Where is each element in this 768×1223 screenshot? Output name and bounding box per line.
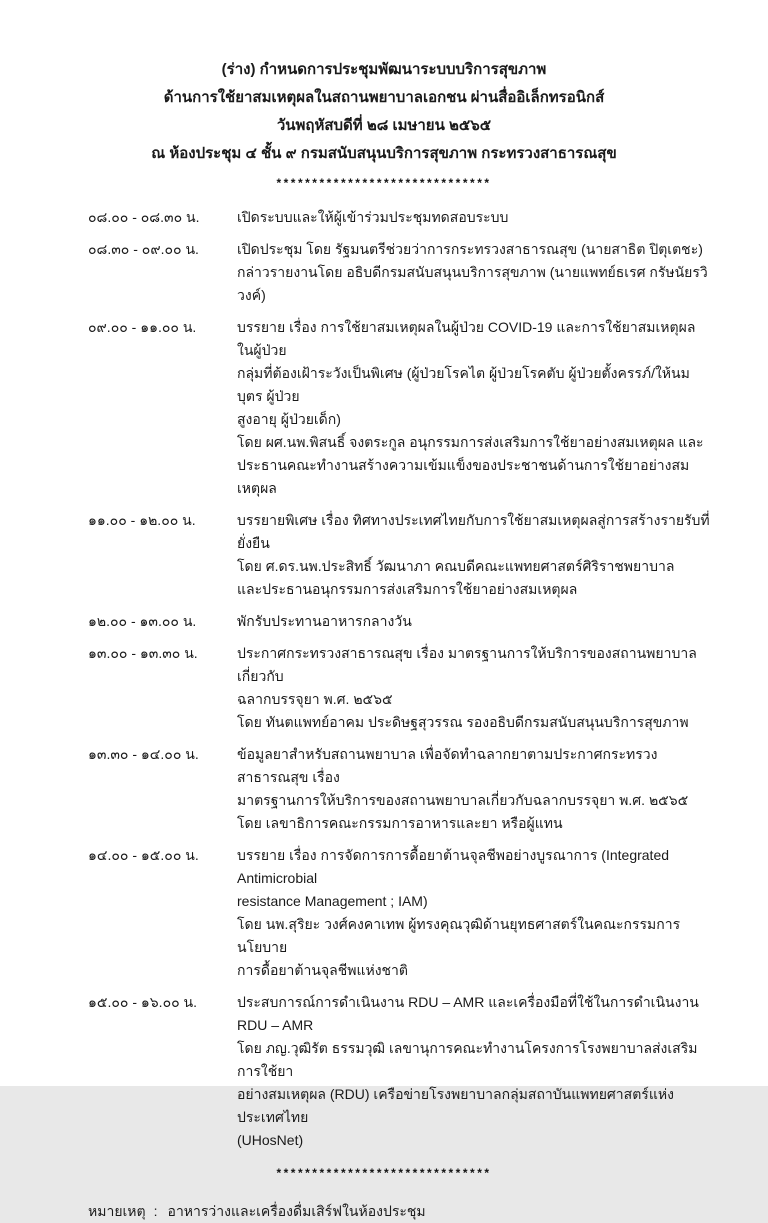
note-text: อาหารว่างและเครื่องดื่มเสิร์ฟในห้องประชุม	[167, 1203, 426, 1219]
agenda-description	[237, 743, 710, 835]
note-label: หมายเหตุ	[88, 1203, 146, 1219]
agenda-line: เปิดประชุม โดย รัฐมนตรีช่วยว่าการกระทรวงสาธารณสุข (นายสาธิต ปิตุเตชะ)	[237, 241, 703, 257]
agenda-line: บรรยาย เรื่อง การใช้ยาสมเหตุผลในผู้ป่วย COVID-19 และการใช้ยาสมเหตุผลในผู้ป่วย	[237, 319, 696, 358]
title-line-3: วันพฤหัสบดีที่ ๒๘ เมษายน ๒๕๖๕	[276, 117, 492, 134]
agenda-row	[88, 743, 710, 835]
agenda-description	[237, 206, 710, 229]
document-header	[0, 56, 768, 168]
agenda-description	[237, 509, 710, 601]
agenda-line: มาตรฐานการให้บริการของสถานพยาบาลเกี่ยวกับฉลากบรรจุยา พ.ศ. ๒๕๖๕	[237, 792, 689, 808]
agenda-line: โดย นพ.สุริยะ วงศ์คงคาเทพ ผู้ทรงคุณวุฒิด้านยุทธศาสตร์ในคณะกรรมการนโยบาย	[237, 916, 681, 955]
agenda-line: กล่าวรายงานโดย อธิบดีกรมสนับสนุนบริการสุขภาพ (นายแพทย์ธเรศ กรัษนัยรวิวงค์)	[237, 264, 708, 303]
agenda-time: ๐๘.๓๐ - ๐๙.๐๐ น.	[88, 241, 199, 257]
agenda-description	[237, 316, 710, 500]
agenda-line: โดย ทันตแพทย์อาคม ประดิษฐสุวรรณ รองอธิบดีกรมสนับสนุนบริการสุขภาพ	[237, 714, 689, 730]
agenda-line: ประธานคณะทำงานสร้างความเข้มแข็งของประชาชนด้านการใช้ยาอย่างสมเหตุผล	[237, 457, 690, 496]
agenda-line: ประสบการณ์การดำเนินงาน RDU – AMR และเครื่องมือที่ใช้ในการดำเนินงาน RDU – AMR	[237, 994, 699, 1033]
agenda-row	[88, 610, 710, 633]
agenda-row	[88, 206, 710, 229]
agenda-time: ๐๘.๐๐ - ๐๘.๓๐ น.	[88, 209, 200, 225]
title-line-1: (ร่าง) กำหนดการประชุมพัฒนาระบบบริการสุขภาพ	[221, 61, 547, 78]
agenda-description	[237, 238, 710, 307]
agenda-line: พักรับประทานอาหารกลางวัน	[237, 613, 412, 629]
agenda-list	[88, 206, 710, 1152]
agenda-row	[88, 991, 710, 1152]
agenda-line: ประกาศกระทรวงสาธารณสุข เรื่อง มาตรฐานการให้บริการของสถานพยาบาลเกี่ยวกับ	[237, 645, 697, 684]
separator-top: ******************************	[276, 176, 492, 190]
agenda-line: โดย ภญ.วุฒิรัต ธรรมวุฒิ เลขานุการคณะทำงานโครงการโรงพยาบาลส่งเสริมการใช้ยา	[237, 1040, 698, 1079]
separator-bottom: ******************************	[276, 1166, 492, 1180]
title-line-2: ด้านการใช้ยาสมเหตุผลในสถานพยาบาลเอกชน ผ่านสื่ออิเล็กทรอนิกส์	[163, 89, 605, 106]
agenda-row	[88, 509, 710, 601]
agenda-line: (UHosNet)	[237, 1132, 304, 1148]
agenda-time: ๐๙.๐๐ - ๑๑.๐๐ น.	[88, 319, 197, 335]
agenda-row	[88, 238, 710, 307]
agenda-line: ฉลากบรรจุยา พ.ศ. ๒๕๖๕	[237, 691, 393, 707]
agenda-description	[237, 991, 710, 1152]
agenda-line: อย่างสมเหตุผล (RDU) เครือข่ายโรงพยาบาลกลุ่มสถาบันแพทยศาสตร์แห่งประเทศไทย	[237, 1086, 674, 1125]
title-line-4: ณ ห้องประชุม ๔ ชั้น ๙ กรมสนับสนุนบริการสุขภาพ กระทรวงสาธารณสุข	[151, 145, 617, 162]
agenda-time: ๑๓.๓๐ - ๑๔.๐๐ น.	[88, 746, 199, 762]
agenda-time: ๑๓.๐๐ - ๑๓.๓๐ น.	[88, 645, 198, 661]
agenda-line: เปิดระบบและให้ผู้เข้าร่วมประชุมทดสอบระบบ	[237, 209, 509, 225]
agenda-line: บรรยาย เรื่อง การจัดการการดื้อยาต้านจุลชีพอย่างบูรณาการ (Integrated Antimicrobial	[237, 847, 670, 886]
agenda-time: ๑๕.๐๐ - ๑๖.๐๐ น.	[88, 994, 198, 1010]
agenda-row	[88, 316, 710, 500]
agenda-line: สูงอายุ ผู้ป่วยเด็ก)	[237, 411, 341, 427]
agenda-line: กลุ่มที่ต้องเฝ้าระวังเป็นพิเศษ (ผู้ป่วยโรคไต ผู้ป่วยโรคตับ ผู้ป่วยตั้งครรภ์/ให้นมบุตร ผู้ป่วย	[237, 365, 690, 404]
agenda-description	[237, 844, 710, 982]
agenda-description	[237, 642, 710, 734]
agenda-time: ๑๑.๐๐ - ๑๒.๐๐ น.	[88, 512, 196, 528]
agenda-line: การดื้อยาต้านจุลชีพแห่งชาติ	[237, 962, 409, 978]
agenda-line: โดย เลขาธิการคณะกรรมการอาหารและยา หรือผู้แทน	[237, 815, 563, 831]
agenda-time: ๑๒.๐๐ - ๑๓.๐๐ น.	[88, 613, 197, 629]
agenda-line: ข้อมูลยาสำหรับสถานพยาบาล เพื่อจัดทำฉลากยาตามประกาศกระทรวงสาธารณสุข เรื่อง	[237, 746, 658, 785]
agenda-row	[88, 844, 710, 982]
note-colon: :	[153, 1203, 158, 1219]
agenda-time: ๑๔.๐๐ - ๑๕.๐๐ น.	[88, 847, 199, 863]
agenda-line: โดย ผศ.นพ.พิสนธิ์ จงตระกูล อนุกรรมการส่งเสริมการใช้ยาอย่างสมเหตุผล และ	[237, 434, 704, 450]
agenda-line: resistance Management ; IAM)	[237, 893, 428, 909]
agenda-line: บรรยายพิเศษ เรื่อง ทิศทางประเทศไทยกับการใช้ยาสมเหตุผลสู่การสร้างรายรับที่ยั่งยืน	[237, 512, 710, 551]
note	[88, 1200, 710, 1223]
agenda-line: โดย ศ.ดร.นพ.ประสิทธิ์ วัฒนาภา คณบดีคณะแพทยศาสตร์ศิริราชพยาบาล	[237, 558, 675, 574]
agenda-line: และประธานอนุกรรมการส่งเสริมการใช้ยาอย่างสมเหตุผล	[237, 581, 578, 597]
agenda-description	[237, 610, 710, 633]
agenda-row	[88, 642, 710, 734]
